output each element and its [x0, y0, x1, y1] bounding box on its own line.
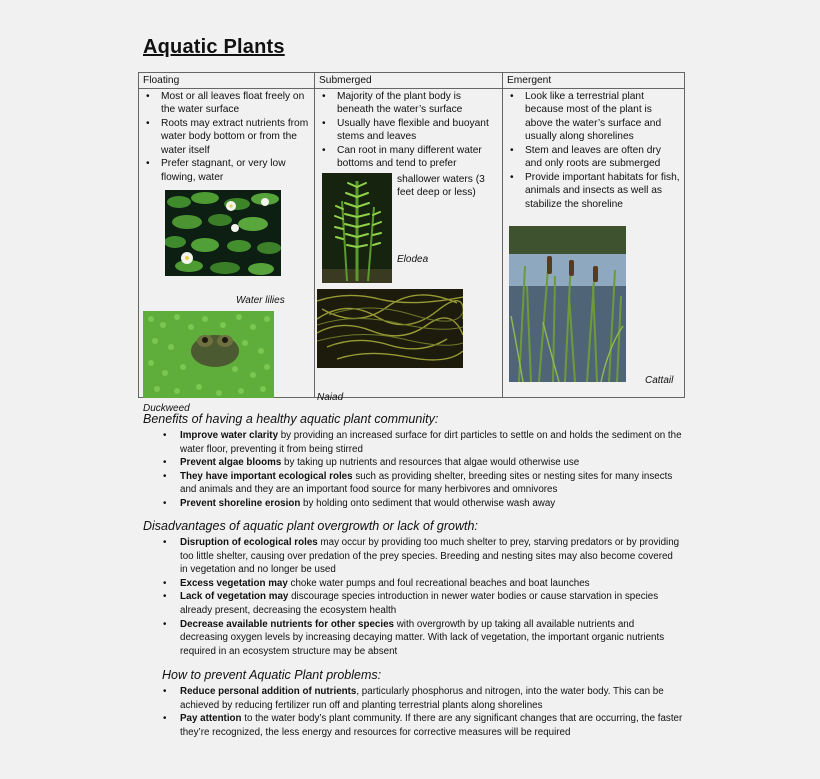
list-item: • Prefer stagnant, or very low flowing, water	[139, 157, 314, 184]
naiad-caption: Naiad	[317, 391, 344, 403]
plant-types-table	[138, 72, 685, 414]
page-title: Aquatic Plants	[143, 36, 285, 58]
submerged-cell	[315, 88, 503, 403]
emergent-bullets	[503, 90, 684, 212]
emergent-cell	[503, 88, 685, 398]
cattail-caption: Cattail	[645, 374, 674, 386]
benefits-list	[163, 429, 683, 511]
header-submerged: Submerged	[315, 73, 503, 89]
header-floating: Floating	[139, 73, 315, 89]
list-item: • Look like a terrestrial plant because most of the plant is above the water’s surface and usually along shorelines	[503, 90, 684, 144]
list-item: • Prevent algae blooms by taking up nutrients and resources that algae would otherwise use	[163, 456, 683, 470]
list-item: • Most or all leaves float freely on the water surface	[139, 90, 314, 117]
list-item: • Majority of the plant body is beneath the water’s surface	[315, 90, 502, 117]
list-item: • Decrease available nutrients for other species with overgrowth by up taking all available nutrients and decreasing oxygen levels by increasing decaying matter. With lack of vegetation, the important organic nutrients required in an ecosystem structure may be absent	[163, 618, 683, 659]
list-item: • Provide important habitats for fish, animals and insects as well as stabilize the shoreline	[503, 171, 684, 212]
prevention-heading: How to prevent Aquatic Plant problems:	[162, 668, 382, 682]
list-item: • They have important ecological roles such as providing shelter, breeding sites or nesting sites for many insects and animals and they are an important food source for many herbivores and omnivores	[163, 470, 683, 497]
list-item: • Pay attention to the water body’s plant community. If there are any significant changes that are occurring, the faster they’re recognized, the less energy and resources for corrective measures will be required	[163, 712, 683, 739]
list-item: • Stem and leaves are often dry and only roots are submerged	[503, 144, 684, 171]
list-item: • Disruption of ecological roles may occur by providing too much shelter to prey, starving predators or by providing too little shelter, causing over predation of the prey species. Breeding and nesting sites may also become covered in vegetation and no longer be used	[163, 536, 683, 577]
floating-bullets	[139, 90, 314, 185]
disadvantages-heading: Disadvantages of aquatic plant overgrowth or lack of growth:	[143, 519, 478, 533]
submerged-bullet-continuation: shallower waters (3 feet deep or less)	[397, 173, 485, 198]
list-item: • Reduce personal addition of nutrients, particularly phosphorus and nitrogen, into the water body. This can be achieved by reducing fertilizer run off and planting terrestrial plants along shorelines	[163, 685, 683, 712]
elodea-caption: Elodea	[397, 253, 429, 265]
header-emergent: Emergent	[503, 73, 685, 89]
list-item: • Usually have flexible and buoyant stems and leaves	[315, 117, 502, 144]
list-item: • Roots may extract nutrients from water body bottom or from the water itself	[139, 117, 314, 158]
list-item: • Excess vegetation may choke water pumps and foul recreational beaches and boat launches	[163, 577, 683, 591]
table-body-row	[139, 88, 685, 398]
list-item: • Improve water clarity by providing an increased surface for dirt particles to settle on and holds the sediment on the water floor, preventing it from being stirred	[163, 429, 683, 456]
list-item: • Lack of vegetation may discourage species introduction in newer water bodies or cause starvation in species already present, decreasing the ecosystem health	[163, 590, 683, 617]
water-lilies-photo	[165, 190, 281, 276]
cattail-photo	[509, 226, 626, 382]
benefits-heading: Benefits of having a healthy aquatic plant community:	[143, 412, 439, 426]
naiad-photo	[317, 289, 463, 368]
floating-cell	[139, 88, 315, 414]
duckweed-caption: Duckweed	[143, 402, 190, 414]
list-item: • Can root in many different water bottoms and tend to prefer	[315, 144, 502, 171]
submerged-bullets	[315, 90, 502, 171]
prevention-list	[163, 685, 683, 739]
duckweed-photo	[143, 311, 274, 398]
elodea-photo	[322, 173, 392, 283]
disadvantages-list	[163, 536, 683, 658]
list-item: • Prevent shoreline erosion by holding onto sediment that would otherwise wash away	[163, 497, 683, 511]
table-header-row	[139, 73, 685, 89]
water-lilies-caption: Water lilies	[236, 294, 285, 306]
